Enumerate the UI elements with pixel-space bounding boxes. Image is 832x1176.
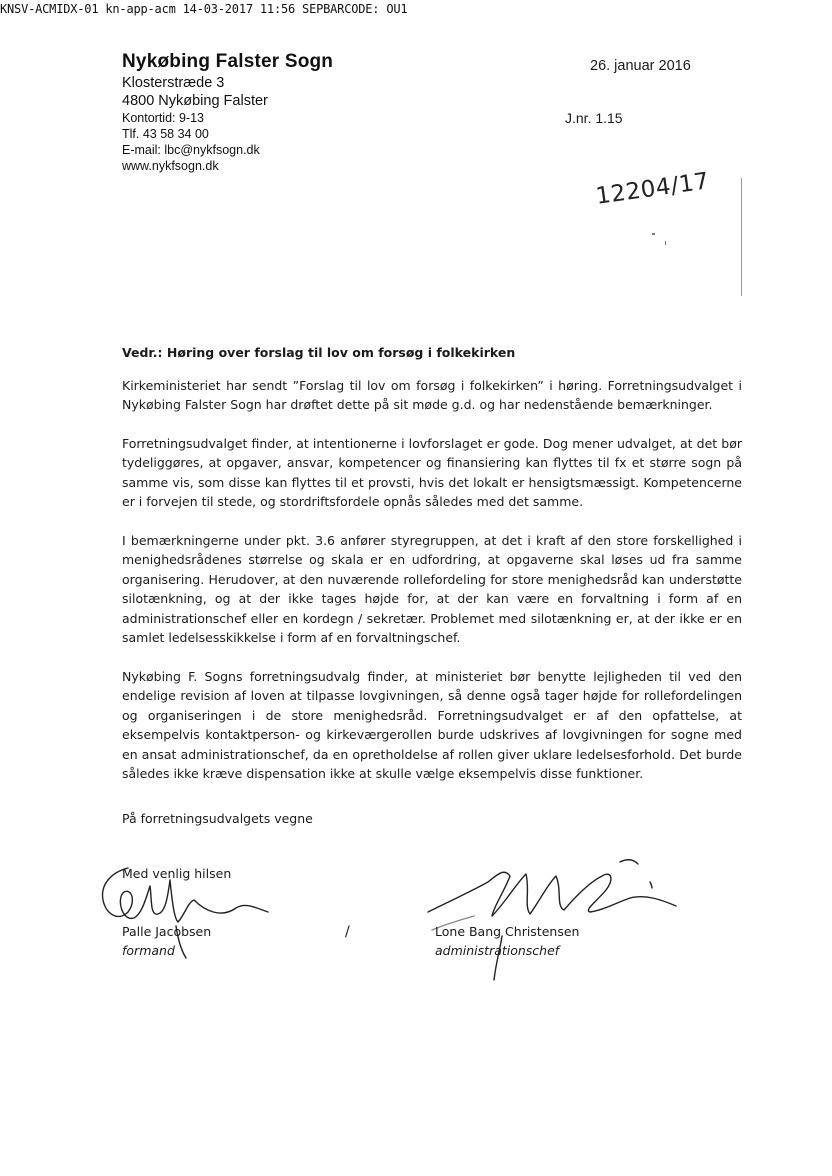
subject-line: Vedr.: Høring over forslag til lov om forsøg i folkekirken [122,345,516,360]
signatory-2-role: administrationschef [435,943,560,958]
scan-speck [652,233,655,235]
signature-2-stroke [650,882,652,888]
signatory-1-role: formand [122,943,175,958]
signature-separator: / [345,924,350,940]
scan-speck [665,241,666,245]
signatory-2-name: Lone Bang Christensen [435,924,580,939]
handwritten-registration-number: 12204/17 [594,168,711,210]
sender-block [122,50,333,174]
sender-city: 4800 Nykøbing Falster [122,93,268,109]
paragraph-3: I bemærkningerne under pkt. 3.6 anfører styregruppen, at det i kraft af den store forskellighed i menighedsrådenes størrelse og skala er en udfordring, at opgaverne skal løses ud fra samme organisering. Herudover, at den nuværende rollefordeling for store menighedsråd kan understøtte silotænkning, og at der ikke tages højde for, at der kan være en forvaltning i form af en administrationschef eller en kordegn / sekretær. Problemet med silotænkning er, at der ikke er en samlet ledelsesskikkelse i form af en forvaltningschef. [122,532,742,645]
scan-header: KNSV-ACMIDX-01 kn-app-acm 14-03-2017 11:56 SEPBARCODE: OU1 [0,2,408,16]
sender-email: E-mail: lbc@nykfsogn.dk [122,143,260,157]
paragraph-1: Kirkeministeriet har sendt ”Forslag til lov om forsøg i folkekirken” i høring. Forretningsudvalget i Nykøbing Falster Sogn har drøftet dette på sit møde g.d. og har nedenstående bemærkninger. [122,377,742,412]
signature-2-stroke [620,860,638,864]
sender-hours: Kontortid: 9-13 [122,111,204,125]
signatory-1-name: Palle Jacobsen [122,924,212,939]
letter-date: 26. januar 2016 [590,58,691,74]
sender-name: Nykøbing Falster Sogn [122,51,334,72]
closing-line: På forretningsudvalgets vegne [122,811,313,826]
greeting-line: Med venlig hilsen [122,866,232,881]
scan-edge-line [741,178,742,296]
letter-body [122,343,742,803]
journal-number: J.nr. 1.15 [565,110,623,126]
signature-2-stroke [428,872,676,916]
sender-web: www.nykfsogn.dk [122,159,219,173]
sender-phone: Tlf. 43 58 34 00 [122,127,209,141]
sender-street: Klosterstræde 3 [122,75,225,91]
paragraph-2: Forretningsudvalget finder, at intentionerne i lovforslaget er gode. Dog mener udvalget, at det bør tydeliggøres, at opgaver, ansvar, kompetencer og finansiering kan flyttes til fx et større sogn på samme vis, som disse kan flyttes til et provsti, hvis det lokalt er hensigtsmæssigt. Kompetencerne er i forvejen til stede, og stordriftsfordele opnås således med det samme. [122,435,742,509]
paragraph-4: Nykøbing F. Sogns forretningsudvalg finder, at ministeriet bør benytte lejligheden til ved den endelige revision af loven at tilpasse lovgivningen, så denne også tager højde for rollefordelingen og organiseringen i de store menighedsråd. Forretningsudvalget er af den opfattelse, at eksempelvis kontaktperson- og kirkeværgerollen burde udskrives af lovgivningen for sogne med en ansat administrationschef, da en opretholdelse af rollen giver uklare ledelsesforhold. Det burde således ikke kræve dispensation ikke at skulle vælge eksempelvis disse funktioner. [122,668,742,781]
